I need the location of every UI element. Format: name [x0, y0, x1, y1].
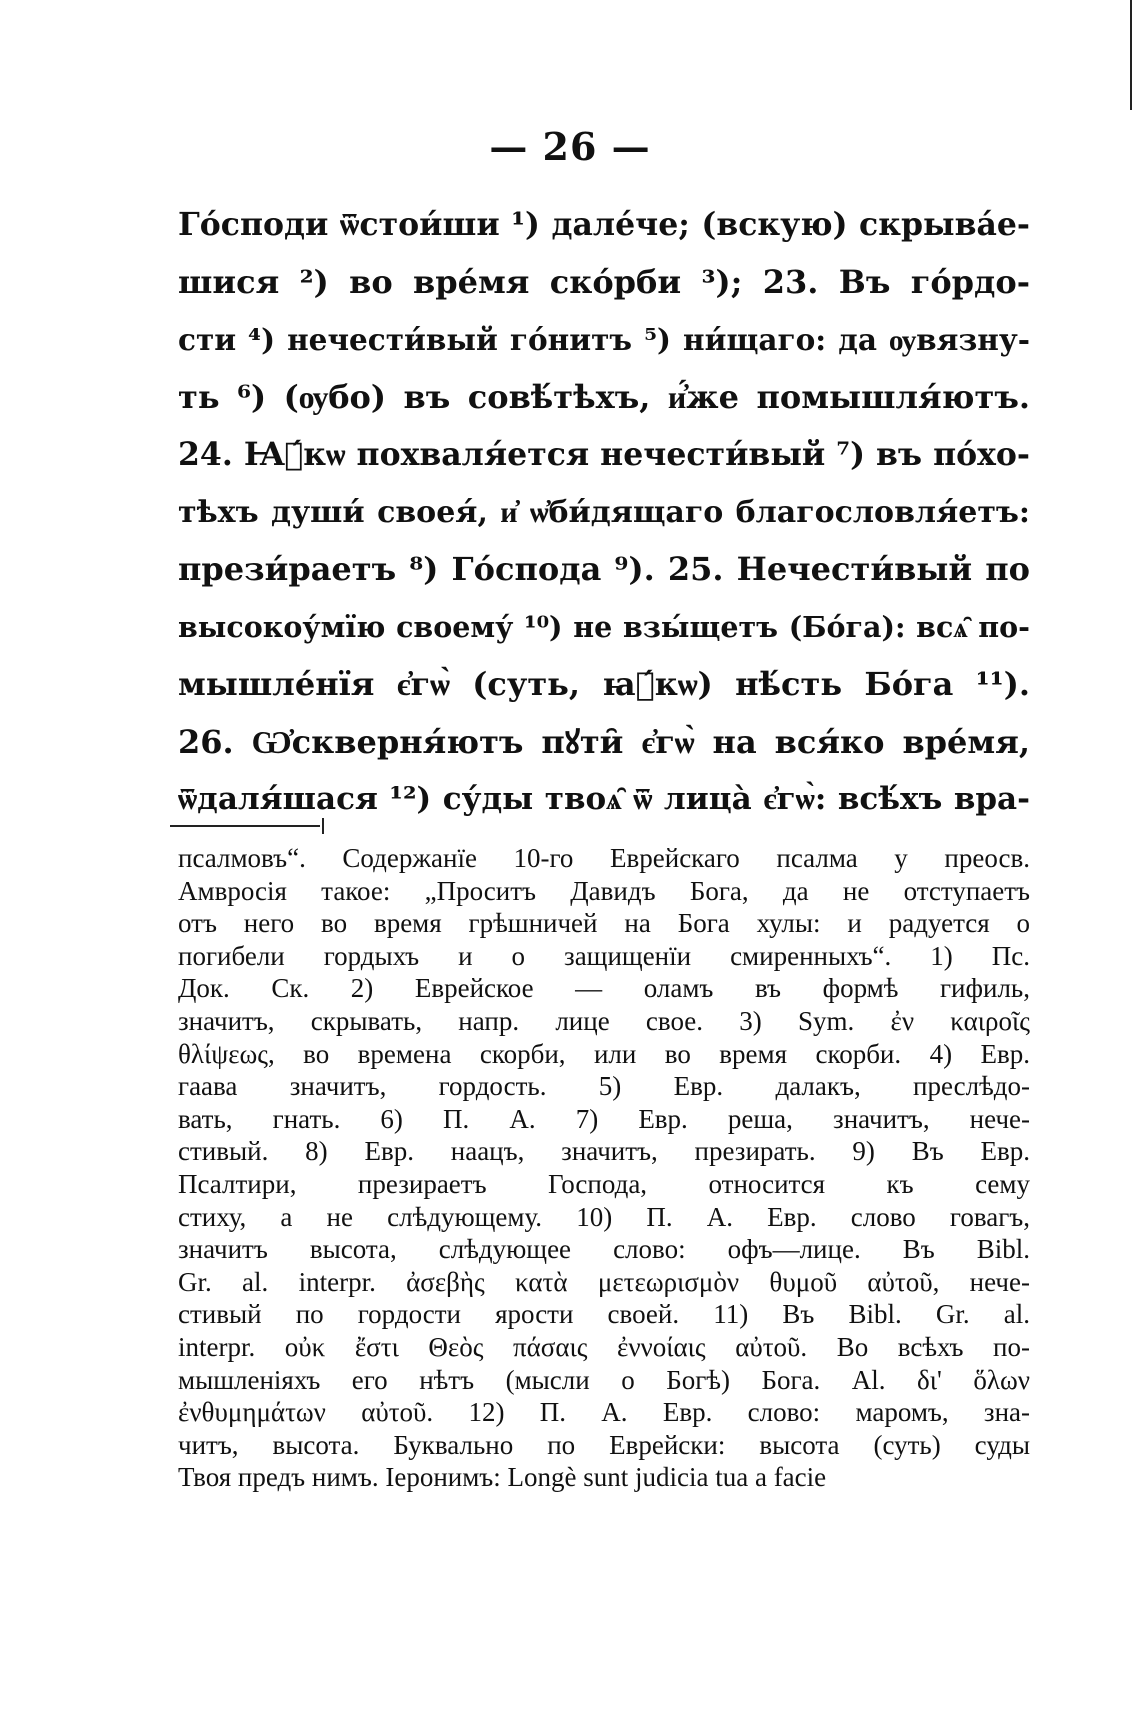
- footnote-line: мышленiяхъ его нѣтъ (мысли о Богѣ) Бога. Al. δι' ὅλων: [178, 1364, 1030, 1395]
- footnote-line: Gr. al. interpr. ἀσεβὴς κατὰ μετεωρισμὸν θυμοῦ αὐτοῦ, нече-: [178, 1266, 1030, 1297]
- main-text-line: ть ⁶) (ѹбо) въ совѣ́тѣхъ, и҆́же помышля́ютъ.: [178, 377, 1030, 416]
- scan-edge-mark: [1130, 0, 1132, 110]
- main-text-line: ѿдаля́шася ¹²) су́ды твоѧ̑ ѿ лица̀ є҆гѡ̀: всѣ́хъ вра-: [178, 781, 1030, 817]
- footnote-line: стиху, а не слѣдующему. 10) П. А. Евр. слово говагъ,: [178, 1201, 1030, 1232]
- footnote-line: значитъ высота, слѣдующее слово: офъ—лице. Въ Bibl.: [178, 1234, 1030, 1265]
- main-text-line: Го́споди ѿстои́ши ¹) дале́че; (вскую) скрыва́е-: [178, 206, 1030, 243]
- footnote-divider-tick: [322, 818, 324, 834]
- footnote-line: θλίψεως, во времена скорби, или во время скорби. 4) Евр.: [178, 1038, 1030, 1069]
- footnote-line: interpr. οὐκ ἔστι Θεὸς πάσαις ἐννοίαις αὐτοῦ. Во всѣхъ по-: [178, 1331, 1030, 1362]
- main-text-line: шися ²) во вре́мя ско́рби ³); 23. Въ го́рдо-: [178, 262, 1030, 301]
- footnote-line: значитъ, скрывать, напр. лице свое. 3) Sym. ἐν καιροῖς: [178, 1005, 1030, 1036]
- footnote-line: Твоя предъ нимъ. Iеронимъ: Longè sunt judicia tua a facie: [178, 1462, 827, 1493]
- main-text-line: тѣхъ души́ своея́, и҆ ѡ҆би́дящаго благословля́етъ:: [178, 494, 1030, 530]
- main-text-line: прези́раетъ ⁸) Го́спода ⁹). 25. Нечести́вый по: [178, 550, 1030, 588]
- footnote-line: Док. Ск. 2) Еврейское — оламъ въ формѣ гифиль,: [178, 973, 1030, 1004]
- footnote-line: отъ него во время грѣшничей на Бога хулы: и радуется о: [178, 908, 1030, 939]
- main-text-line: 24. Ꙗ҆́кѡ похваля́ется нечести́вый ⁷) въ по́хо-: [178, 436, 1030, 473]
- footnote-line: стивый по гордости ярости своей. 11) Въ Bibl. Gr. al.: [178, 1299, 1030, 1330]
- footnote-line: погибели гордыхъ и о защищенїи смиренныхъ“. 1) Пс.: [178, 940, 1030, 971]
- footnote-line: гаава значитъ, гордость. 5) Евр. далакъ, преслѣдо-: [178, 1071, 1030, 1102]
- footnote-line: псалмовъ“. Содержанїе 10-го Еврейскаго псалма у преосв.: [178, 843, 1030, 873]
- footnote-line: Амвросія такое: „Проситъ Давидъ Бога, да не отступаетъ: [178, 875, 1030, 906]
- footnotes-block: [178, 842, 1030, 1494]
- main-text-block: [178, 196, 1030, 829]
- footnote-line: читъ, высота. Буквально по Еврейски: высота (суть) суды: [178, 1429, 1030, 1460]
- footnote-line: ἐνθυμημάτων αὐτοῦ. 12) П. А. Евр. слово: маромъ, зна-: [178, 1397, 1030, 1428]
- page-number: — 26 —: [489, 124, 651, 169]
- main-text-line: высокоу́мїю своему́ ¹⁰) не взы́щетъ (Бо́га): всѧ̑ по-: [178, 609, 1030, 644]
- footnote-line: Псалтири, презираетъ Господа, относится къ сему: [178, 1168, 1030, 1199]
- main-text-line: сти ⁴) нечести́вый го́нитъ ⁵) ни́щаго: да ѹвязну-: [178, 322, 1030, 357]
- footnote-line: вать, гнать. 6) П. А. 7) Евр. реша, значитъ, нече-: [178, 1103, 1030, 1134]
- footnote-divider: [170, 825, 320, 827]
- footnote-line: стивый. 8) Евр. наацъ, значитъ, презирать. 9) Въ Евр.: [178, 1136, 1030, 1167]
- main-text-line: 26. Ѡ҆скверня́ютъ пꙋти̑ є҆гѡ̀ на вся́ко вре́мя,: [178, 722, 1030, 761]
- main-text-line: мышле́нїя є҆гѡ̀ (суть, ꙗ҆́кѡ) нѣ́сть Бо́га ¹¹).: [178, 665, 1030, 703]
